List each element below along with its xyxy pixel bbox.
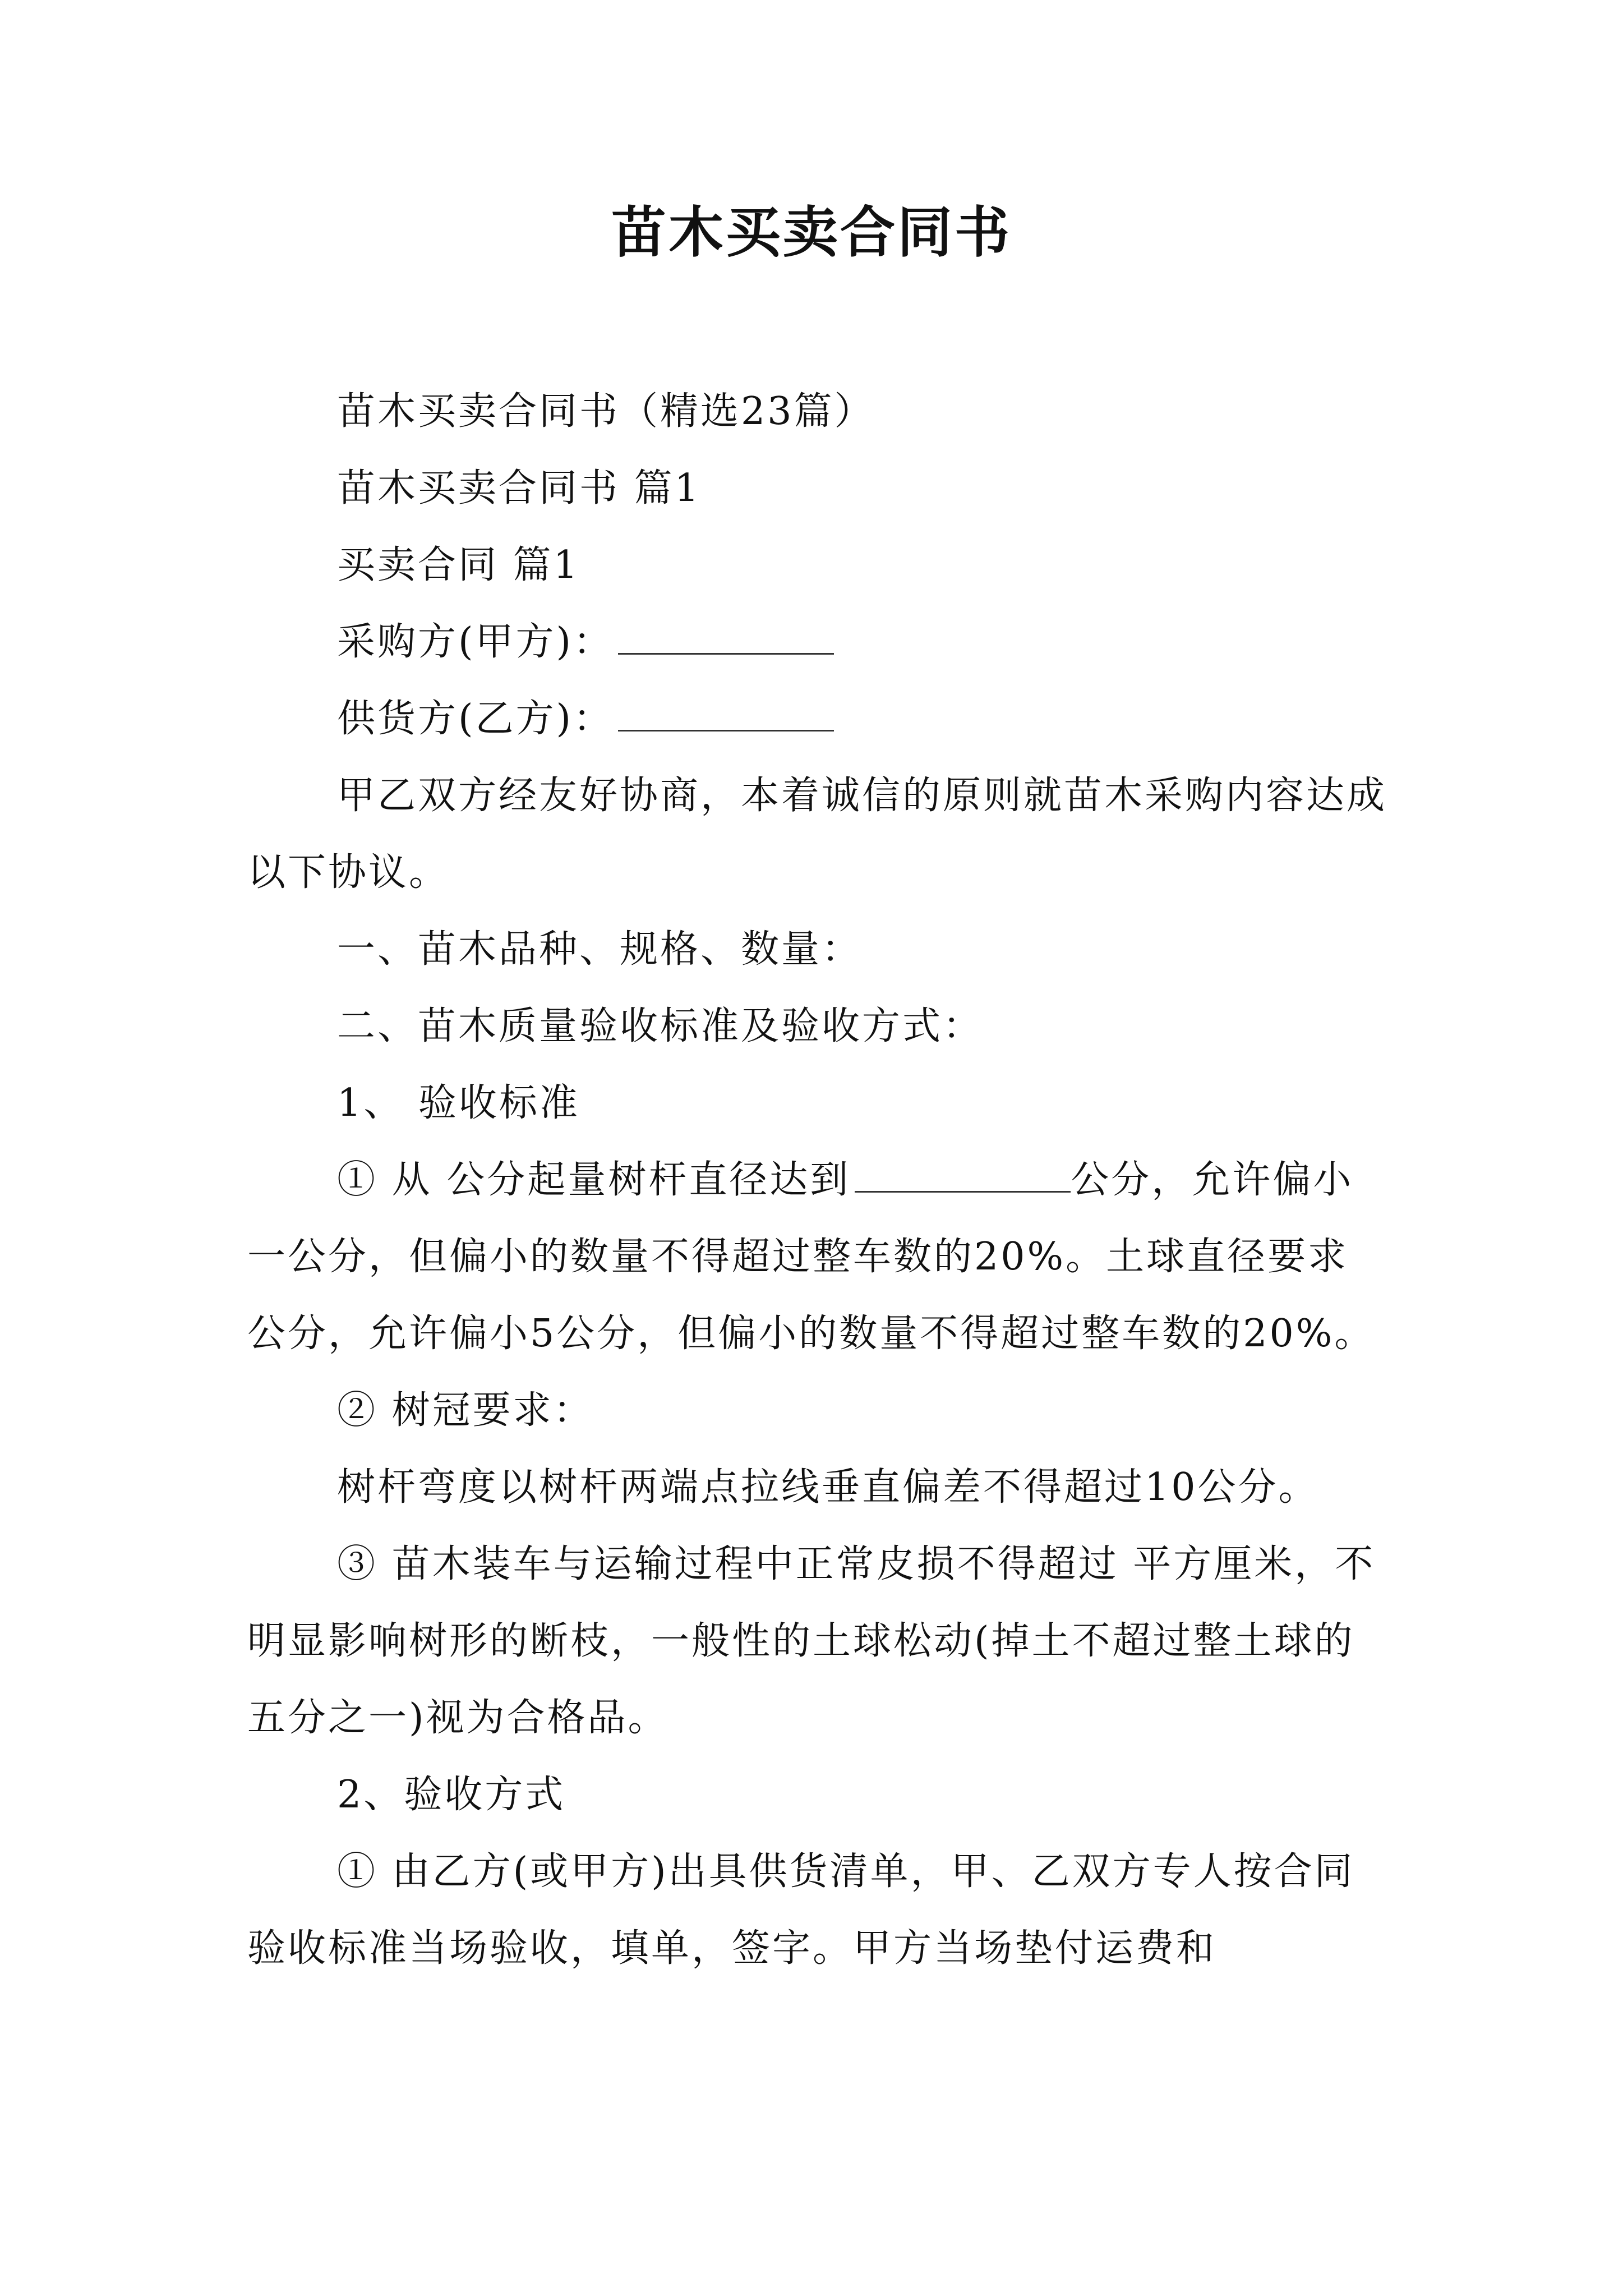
paragraph-acceptance-method: 2、验收方式 <box>337 1773 566 1817</box>
paragraph-trunk-bend: 树杆弯度以树杆两端点拉线垂直偏差不得超过10公分。 <box>337 1465 1319 1510</box>
paragraph-diameter-standard <box>247 1142 1391 1372</box>
paragraph-section-title: 苗木买卖合同书 篇1 <box>337 466 701 510</box>
document-body <box>247 373 1391 1987</box>
party-a-label: 采购方(甲方)： <box>337 620 614 664</box>
diameter-text-end: 公分，允许偏小一公分，但偏小的数量不得超过整车数的20%。土球直径要求 公分，允许偏小5公分，但偏小的数量不得超过整车数的20%。 <box>247 1158 1375 1356</box>
paragraph-transport-damage: ③ 苗木装车与运输过程中正常皮损不得超过 平方厘米，不明显影响树形的断枝，一般性的土球松动(掉土不超过整土球的五分之一)视为合格品。 <box>247 1542 1376 1740</box>
party-b-label: 供货方(乙方)： <box>337 697 614 741</box>
paragraph-acceptance-procedure: ① 由乙方(或甲方)出具供货清单，甲、乙双方专人按合同验收标准当场验收，填单，签字。甲方当场垫付运费和 <box>247 1849 1355 1971</box>
paragraph-collection-title: 苗木买卖合同书（精选23篇） <box>337 389 875 434</box>
paragraph-party-a <box>247 604 1391 680</box>
paragraph-clause-2: 二、苗木质量验收标准及验收方式： <box>337 1004 984 1048</box>
diameter-blank-line <box>855 1156 1071 1193</box>
paragraph-clause-1: 一、苗木品种、规格、数量： <box>337 927 863 972</box>
paragraph-acceptance-standard: 1、 验收标准 <box>337 1081 580 1125</box>
party-a-blank-line <box>618 618 834 655</box>
paragraph-agreement-intro: 甲乙双方经友好协商，本着诚信的原则就苗木采购内容达成以下协议。 <box>247 774 1387 895</box>
paragraph-crown-requirement: ② 树冠要求： <box>337 1388 594 1433</box>
paragraph-party-b <box>247 680 1391 757</box>
document-title: 苗木买卖合同书 <box>611 201 1012 265</box>
party-b-blank-line <box>618 695 834 731</box>
paragraph-contract-title: 买卖合同 篇1 <box>337 543 580 587</box>
diameter-text-start: ① 从 公分起量树杆直径达到 <box>337 1158 851 1202</box>
